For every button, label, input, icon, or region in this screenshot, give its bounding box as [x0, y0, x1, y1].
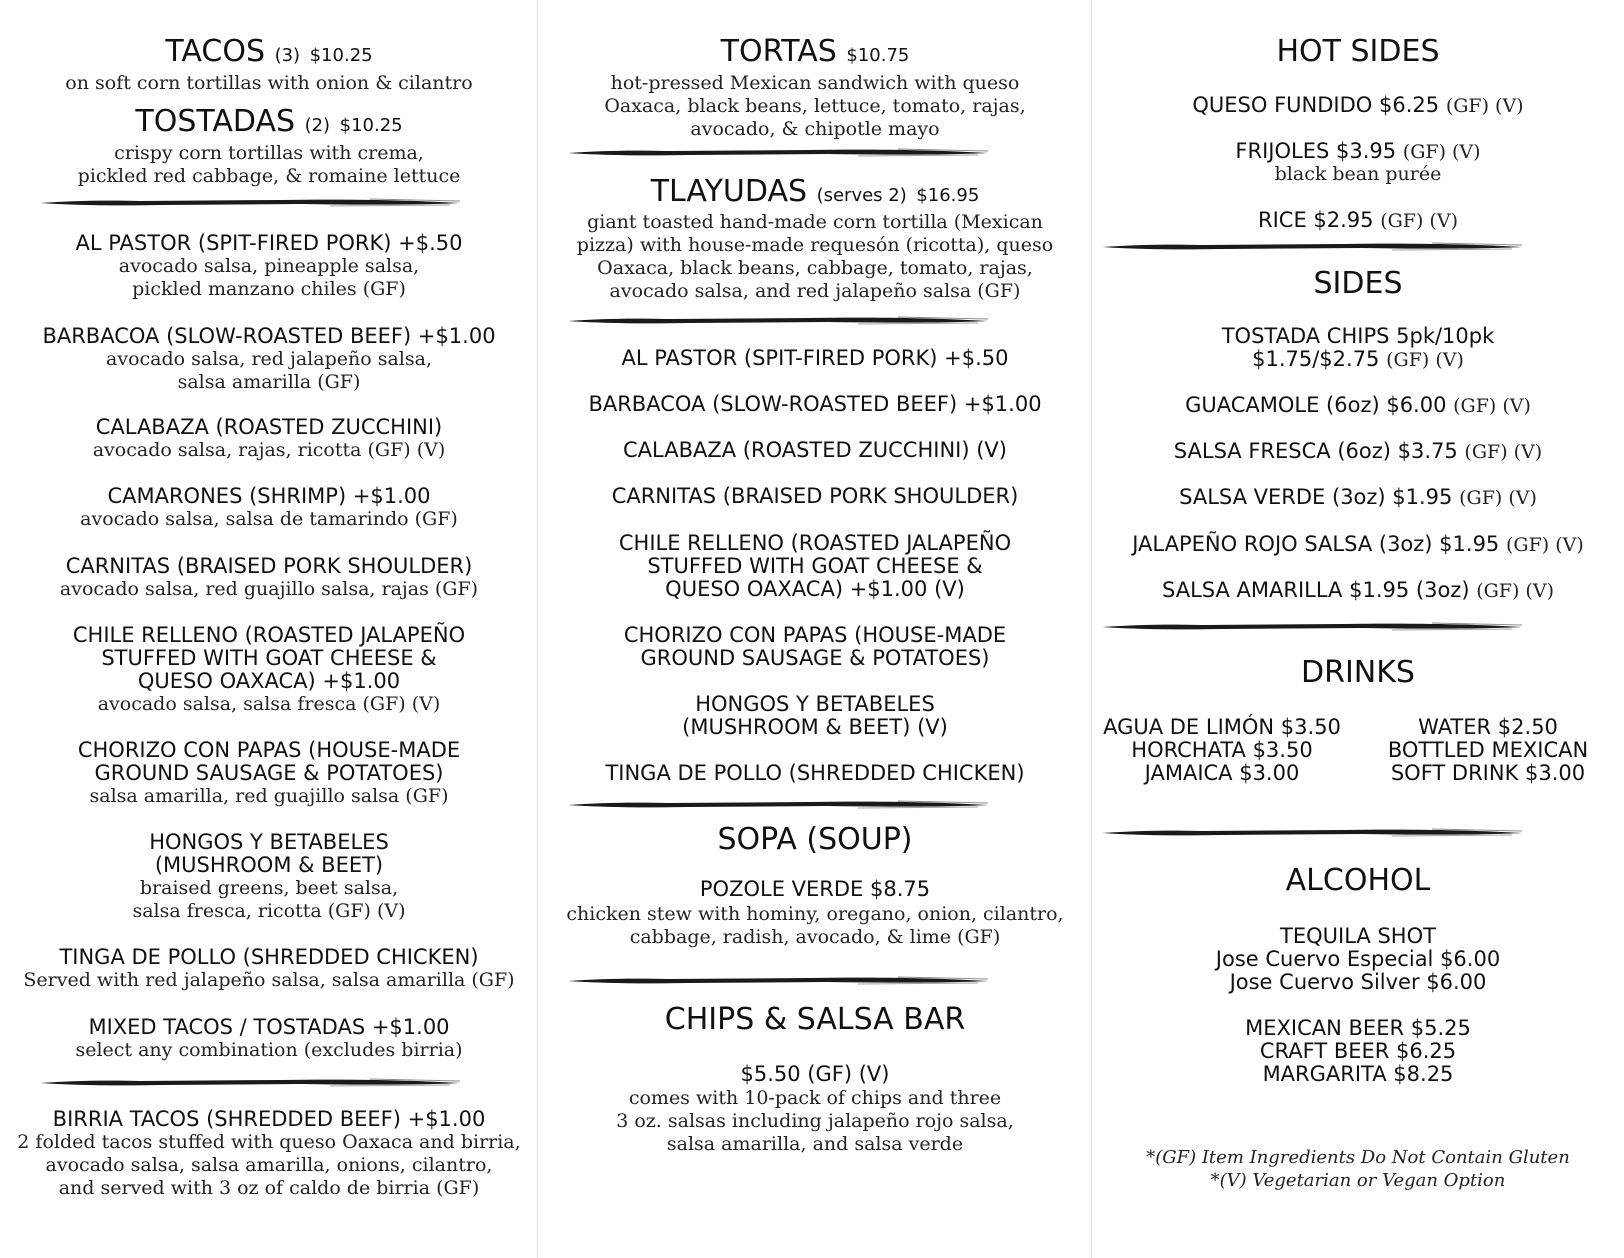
item-title: HONGOS Y BETABELES (MUSHROOM & BEET) (V) [682, 692, 948, 739]
item-title: BARBACOA (SLOW-ROASTED BEEF) +$1.00 [588, 392, 1042, 416]
chips-salsa-description: comes with 10-pack of chips and three 3 oz. salsas including jalapeño rojo salsa, salsa amarilla, and salsa verde [616, 1087, 1014, 1155]
frijoles-item: FRIJOLES $3.95 (GF) (V) [1235, 139, 1481, 163]
frijoles-description: black bean purée [1274, 163, 1442, 185]
tacos-description: on soft corn tortillas with onion & cilantro [65, 72, 473, 94]
item-title: CALABAZA (ROASTED ZUCCHINI) (V) [623, 438, 1007, 462]
menu-item [0, 555, 538, 601]
item-title: AL PASTOR (SPIT-FIRED PORK) +$.50 [75, 231, 463, 255]
brush-divider [40, 1076, 460, 1088]
brush-divider [1102, 620, 1522, 632]
item-title: AL PASTOR (SPIT-FIRED PORK) +$.50 [621, 346, 1009, 370]
item-description: avocado salsa, rajas, ricotta (GF) (V) [92, 439, 446, 461]
menu-item [0, 1108, 538, 1200]
menu-item [538, 347, 1092, 370]
menu-item [538, 485, 1092, 508]
tlayudas-description: giant toasted hand-made corn tortilla (Mexican pizza) with house-made requesón (ricotta), queso Oaxaca, black beans, cabbage, tomato, rajas, avocado salsa, and red jalapeño salsa (GF) [576, 211, 1054, 302]
tortas-heading: TORTAS $10.75 [720, 34, 910, 69]
menu-item [538, 624, 1092, 670]
brush-divider [568, 314, 988, 326]
brush-divider [568, 798, 988, 810]
tostadas-description: crispy corn tortillas with crema, pickled red cabbage, & romaine lettuce [77, 142, 461, 187]
item-description: avocado salsa, red guajillo salsa, rajas (GF) [59, 578, 479, 600]
side-item: GUACAMOLE (6oz) $6.00 (GF) (V) [1185, 393, 1531, 417]
item-title: CAMARONES (SHRIMP) +$1.00 [107, 484, 431, 508]
item-description: 2 folded tacos stuffed with queso Oaxaca and birria, avocado salsa, salsa amarilla, onions, cilantro, and served with 3 oz of caldo de birria (GF) [17, 1131, 521, 1199]
brush-divider [1102, 240, 1522, 252]
item-description: avocado salsa, salsa fresca (GF) (V) [97, 693, 441, 715]
drinks-left-list: AGUA DE LIMÓN $3.50 HORCHATA $3.50 JAMAICA $3.00 [1103, 715, 1341, 785]
menu-item [0, 739, 538, 808]
queso-fundido-item: QUESO FUNDIDO $6.25 (GF) (V) [1192, 93, 1524, 117]
menu-item [0, 485, 538, 531]
tostada-chips-item: TOSTADA CHIPS 5pk/10pk $1.75/$2.75 (GF) (V) [1221, 324, 1495, 371]
menu-item [0, 416, 538, 462]
menu-item [0, 232, 538, 301]
menu-item [0, 624, 538, 716]
brush-divider [568, 146, 988, 158]
column-tortas [538, 0, 1092, 1258]
brush-divider [1102, 826, 1522, 838]
chips-salsa-price: $5.50 (GF) (V) [740, 1062, 890, 1086]
column-sides [1092, 0, 1624, 1258]
item-title: CHORIZO CON PAPAS (HOUSE-MADE GROUND SAUSAGE & POTATOES) [77, 738, 461, 785]
item-title: CHILE RELLENO (ROASTED JALAPEÑO STUFFED WITH GOAT CHEESE & QUESO OAXACA) +$1.00 [72, 623, 466, 693]
side-item: SALSA FRESCA (6oz) $3.75 (GF) (V) [1173, 439, 1543, 463]
side-item: SALSA VERDE (3oz) $1.95 (GF) (V) [1179, 485, 1537, 509]
item-description: braised greens, beet salsa, salsa fresca, ricotta (GF) (V) [132, 877, 406, 922]
rice-item: RICE $2.95 (GF) (V) [1258, 208, 1458, 232]
item-title: MIXED TACOS / TOSTADAS +$1.00 [88, 1015, 450, 1039]
item-description: avocado salsa, pineapple salsa, pickled manzano chiles (GF) [118, 255, 420, 300]
menu-item [538, 439, 1092, 462]
menu-item [0, 946, 538, 992]
side-item: JALAPEÑO ROJO SALSA (3oz) $1.95 (GF) (V) [1132, 532, 1584, 556]
item-title: CARNITAS (BRAISED PORK SHOULDER) [611, 484, 1019, 508]
item-description: avocado salsa, salsa de tamarindo (GF) [80, 508, 458, 530]
item-title: BIRRIA TACOS (SHREDDED BEEF) +$1.00 [52, 1107, 486, 1131]
item-description: salsa amarilla, red guajillo salsa (GF) [89, 785, 449, 807]
pozole-description: chicken stew with hominy, oregano, onion, cilantro, cabbage, radish, avocado, & lime (GF) [566, 903, 1064, 948]
item-description: Served with red jalapeño salsa, salsa amarilla (GF) [23, 969, 515, 991]
item-title: BARBACOA (SLOW-ROASTED BEEF) +$1.00 [42, 324, 496, 348]
item-title: CHORIZO CON PAPAS (HOUSE-MADE GROUND SAUSAGE & POTATOES) [623, 623, 1007, 670]
item-title: CHILE RELLENO (ROASTED JALAPEÑO STUFFED WITH GOAT CHEESE & QUESO OAXACA) +$1.00 (V) [618, 531, 1012, 601]
hot-sides-heading: HOT SIDES [1276, 34, 1440, 69]
dietary-notes: *(GF) Item Ingredients Do Not Contain Gluten *(V) Vegetarian or Vegan Option [1146, 1147, 1570, 1191]
drinks-right-list: WATER $2.50 BOTTLED MEXICAN SOFT DRINK $3.00 [1387, 715, 1589, 785]
alcohol-heading: ALCOHOL [1285, 863, 1431, 898]
item-title: TINGA DE POLLO (SHREDDED CHICKEN) [59, 945, 479, 969]
menu-item [0, 325, 538, 394]
tlayudas-heading: TLAYUDAS (serves 2) $16.95 [650, 174, 980, 209]
beer-list: MEXICAN BEER $5.25 CRAFT BEER $6.25 MARGARITA $8.25 [1245, 1016, 1471, 1086]
menu-item [538, 762, 1092, 785]
menu-item [538, 693, 1092, 739]
item-title: TINGA DE POLLO (SHREDDED CHICKEN) [605, 761, 1025, 785]
item-description: avocado salsa, red jalapeño salsa, salsa amarilla (GF) [106, 348, 432, 393]
menu-item [0, 831, 538, 923]
tostadas-heading: TOSTADAS (2) $10.25 [135, 104, 403, 139]
menu-item [538, 393, 1092, 416]
chips-salsa-heading: CHIPS & SALSA BAR [664, 1002, 966, 1037]
item-title: CARNITAS (BRAISED PORK SHOULDER) [65, 554, 473, 578]
drinks-heading: DRINKS [1301, 655, 1415, 690]
item-description: select any combination (excludes birria) [75, 1039, 463, 1061]
column-tacos [0, 0, 538, 1258]
brush-divider [40, 196, 460, 208]
tacos-heading: TACOS (3) $10.25 [165, 34, 373, 69]
item-title: HONGOS Y BETABELES (MUSHROOM & BEET) [149, 830, 389, 877]
tequila-shot-list: TEQUILA SHOT Jose Cuervo Especial $6.00 Jose Cuervo Silver $6.00 [1215, 924, 1501, 994]
brush-divider [568, 974, 988, 986]
sopa-heading: SOPA (SOUP) [717, 822, 913, 857]
side-item: SALSA AMARILLA $1.95 (3oz) (GF) (V) [1162, 578, 1554, 602]
menu-item [0, 1016, 538, 1062]
menu-item [538, 532, 1092, 601]
tortas-description: hot-pressed Mexican sandwich with queso Oaxaca, black beans, lettuce, tomato, rajas, avocado, & chipotle mayo [604, 72, 1026, 140]
sides-heading: SIDES [1313, 266, 1403, 301]
pozole-title: POZOLE VERDE $8.75 [699, 877, 931, 901]
item-title: CALABAZA (ROASTED ZUCCHINI) [95, 415, 443, 439]
